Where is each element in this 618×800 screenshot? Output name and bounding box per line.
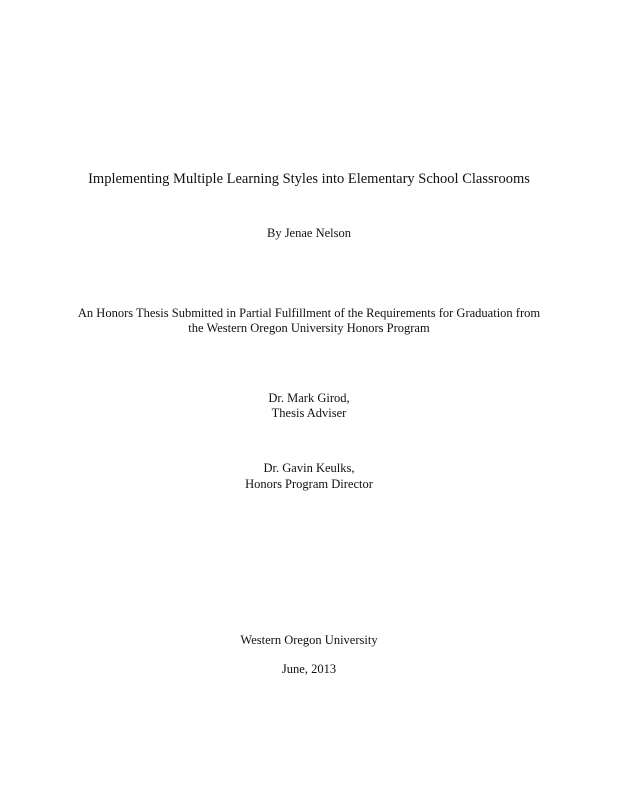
adviser-role: Thesis Adviser (271, 406, 347, 420)
author-byline: By Jenae Nelson (266, 226, 351, 240)
institution-name: Western Oregon University (240, 633, 378, 647)
submission-statement-line-1: An Honors Thesis Submitted in Partial Fulfillment of the Requirements for Graduation from (77, 306, 541, 320)
adviser-name: Dr. Mark Girod, (268, 391, 350, 405)
director-role: Honors Program Director (245, 477, 373, 491)
director-name: Dr. Gavin Keulks, (263, 461, 355, 475)
thesis-title: Implementing Multiple Learning Styles into Elementary School Classrooms (88, 171, 530, 187)
submission-date: June, 2013 (281, 662, 337, 676)
submission-statement-line-2: the Western Oregon University Honors Program (188, 321, 430, 335)
